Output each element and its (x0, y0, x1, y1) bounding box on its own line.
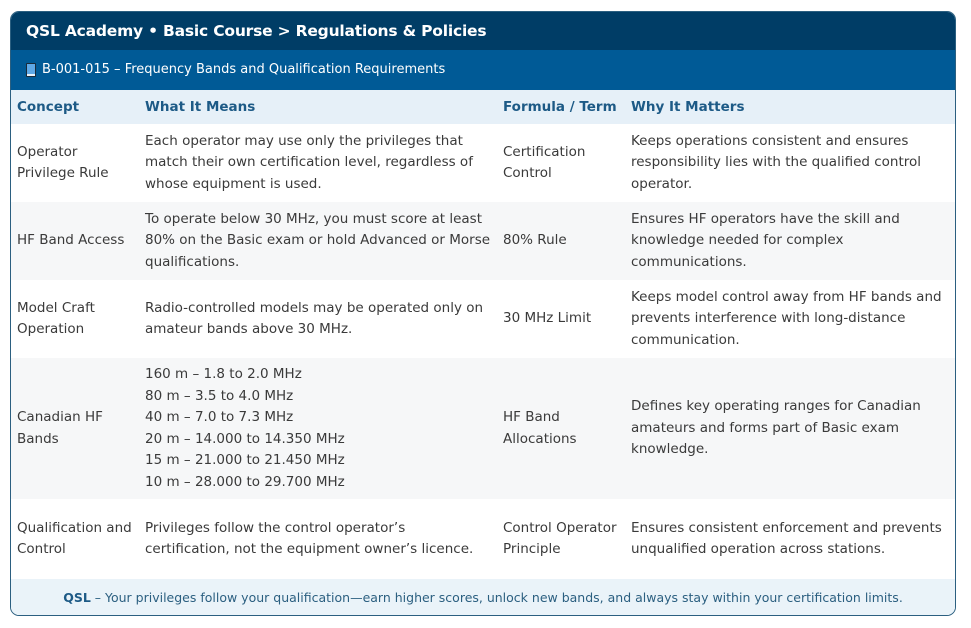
why-cell: Defines key operating ranges for Canadian amateurs and forms part of Basic exam knowledge. (625, 358, 955, 499)
footer-brand: QSL (63, 590, 91, 605)
column-header-concept: Concept (11, 90, 139, 124)
column-header-meaning: What It Means (139, 90, 497, 124)
course-breadcrumb: QSL Academy • Basic Course > Regulations & Policies (11, 12, 955, 50)
concept-cell: HF Band Access (11, 202, 139, 280)
lesson-header (11, 50, 955, 90)
term-cell: Certification Control (497, 124, 625, 202)
meaning-cell: To operate below 30 MHz, you must score at least 80% on the Basic exam or hold Advanced or Morse qualifications. (139, 202, 497, 280)
concept-cell: Qualification and Control (11, 499, 139, 579)
lesson-card (10, 11, 956, 616)
term-cell: 80% Rule (497, 202, 625, 280)
band-line: 15 m – 21.000 to 21.450 MHz (145, 452, 345, 468)
summary-footer (11, 579, 955, 616)
term-cell: HF Band Allocations (497, 358, 625, 499)
band-line: 80 m – 3.5 to 4.0 MHz (145, 387, 294, 404)
concept-cell: Operator Privilege Rule (11, 124, 139, 202)
band-line: 10 m – 28.000 to 29.700 MHz (145, 473, 345, 490)
book-icon (26, 63, 36, 77)
concept-cell: Canadian HF Bands (11, 358, 139, 499)
why-cell: Ensures consistent enforcement and prevents unqualified operation across stations. (625, 499, 955, 579)
meaning-cell (139, 358, 497, 499)
table-row (11, 499, 955, 579)
table-row (11, 358, 955, 499)
why-cell: Keeps operations consistent and ensures responsibility lies with the qualified control operator. (625, 124, 955, 202)
meaning-cell: Radio-controlled models may be operated only on amateur bands above 30 MHz. (139, 280, 497, 358)
lesson-title: B-001-015 – Frequency Bands and Qualification Requirements (42, 62, 446, 77)
column-header-why: Why It Matters (625, 90, 955, 124)
table-row (11, 124, 955, 202)
meaning-cell: Privileges follow the control operator’s certification, not the equipment owner’s licence. (139, 499, 497, 579)
table-header-row (11, 90, 955, 124)
term-cell: Control Operator Principle (497, 499, 625, 579)
band-line: 40 m – 7.0 to 7.3 MHz (145, 409, 294, 425)
footer-text: – Your privileges follow your qualification—earn higher scores, unlock new bands, and always stay within your certification limits. (90, 590, 903, 605)
band-line: 20 m – 14.000 to 14.350 MHz (145, 430, 345, 447)
band-line: 160 m – 1.8 to 2.0 MHz (145, 366, 302, 382)
why-cell: Keeps model control away from HF bands and prevents interference with long-distance communication. (625, 280, 955, 358)
why-cell: Ensures HF operators have the skill and knowledge needed for complex communications. (625, 202, 955, 280)
concept-cell: Model Craft Operation (11, 280, 139, 358)
term-cell: 30 MHz Limit (497, 280, 625, 358)
table-row (11, 280, 955, 358)
meaning-cell: Each operator may use only the privileges that match their own certification level, regardless of whose equipment is used. (139, 124, 497, 202)
column-header-term: Formula / Term (497, 90, 625, 124)
concept-table (11, 90, 955, 579)
table-row (11, 202, 955, 280)
